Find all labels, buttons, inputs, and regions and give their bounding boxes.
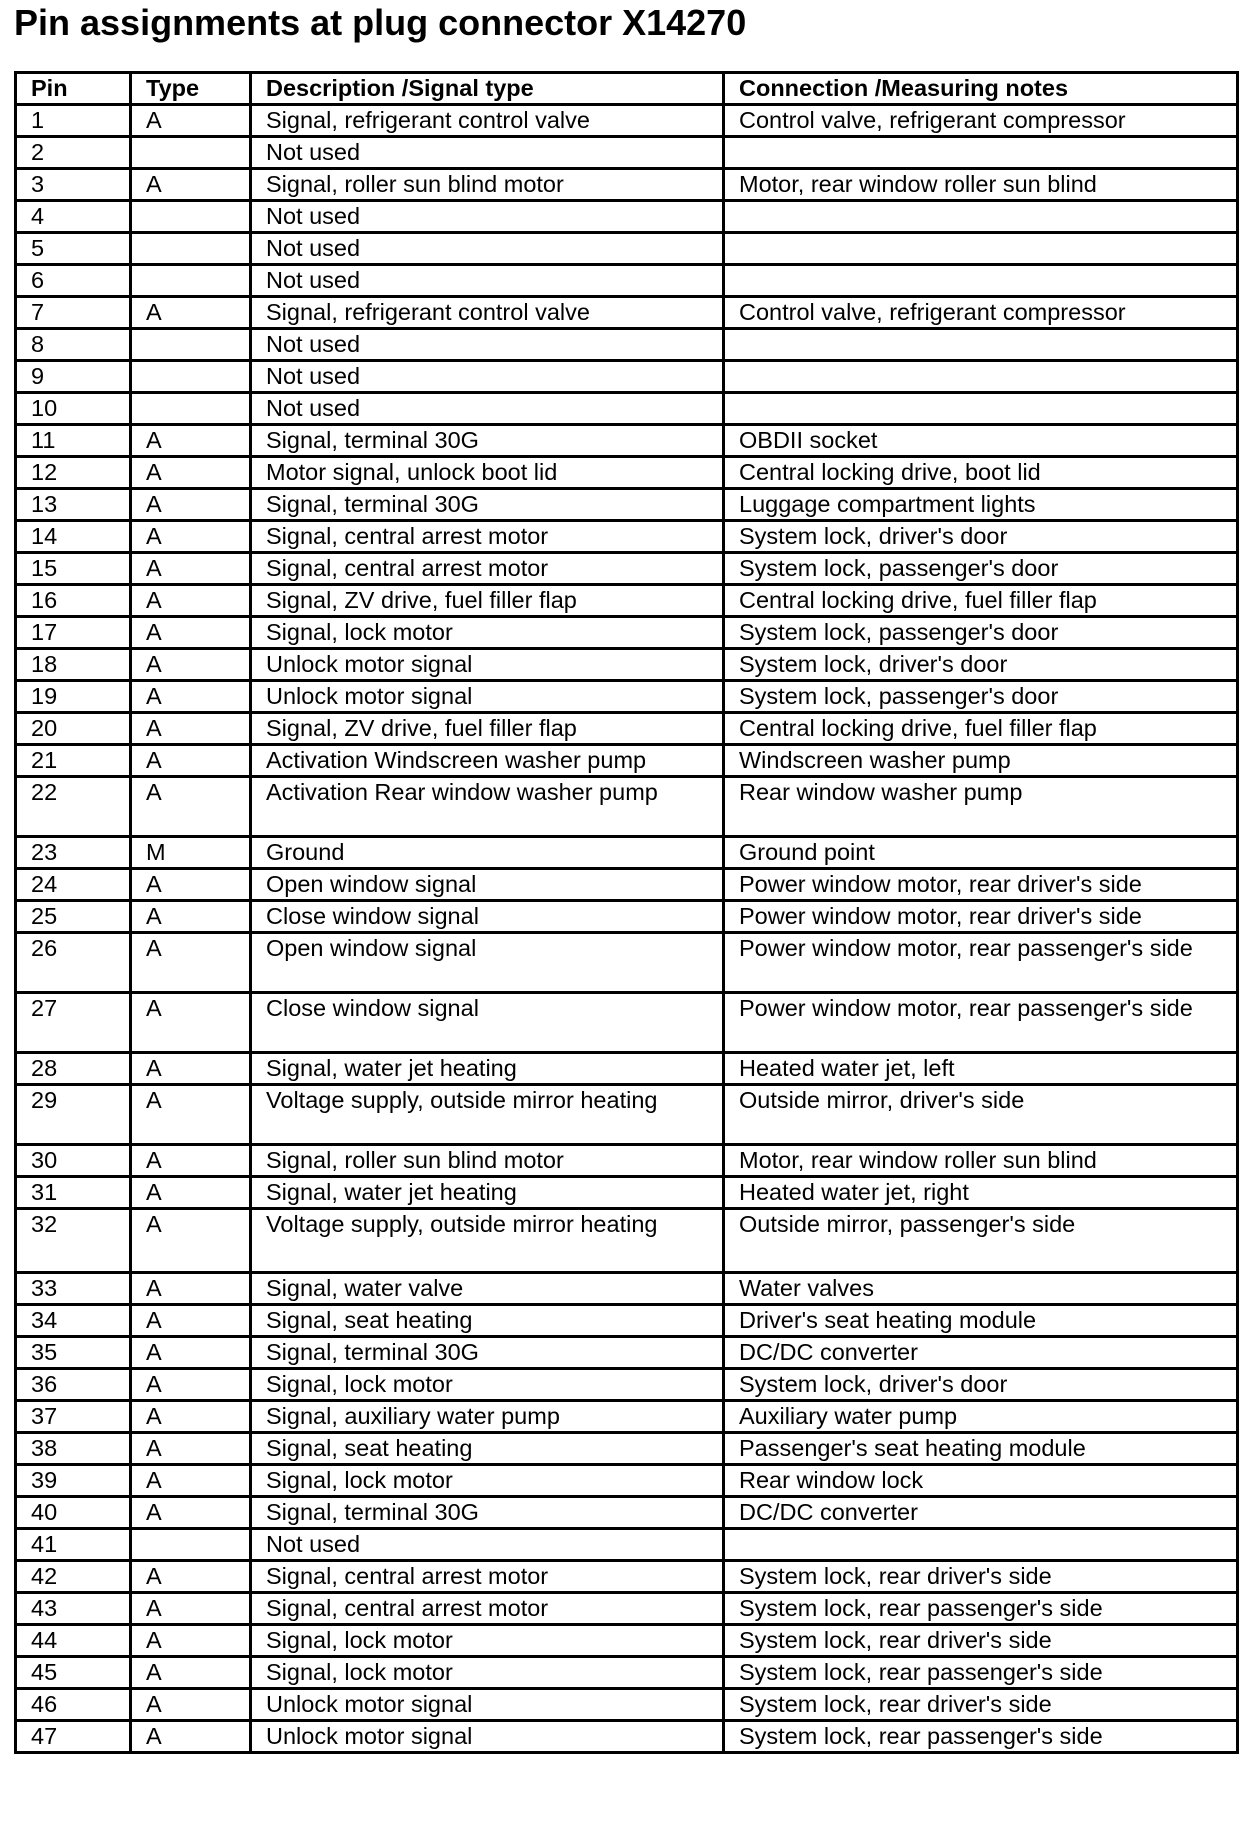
connection-cell: System lock, rear passenger's side <box>724 1657 1238 1689</box>
table-row <box>16 681 1238 713</box>
description-cell: Signal, roller sun blind motor <box>251 169 724 201</box>
description-cell: Not used <box>251 201 724 233</box>
connection-cell: System lock, rear passenger's side <box>724 1721 1238 1753</box>
pin-cell: 10 <box>16 393 131 425</box>
connection-cell: System lock, driver's door <box>724 649 1238 681</box>
type-cell: A <box>131 1273 251 1305</box>
connection-cell: Rear window washer pump <box>724 777 1238 837</box>
pin-cell: 13 <box>16 489 131 521</box>
connection-cell <box>724 1529 1238 1561</box>
table-row <box>16 1085 1238 1145</box>
type-cell: A <box>131 1085 251 1145</box>
table-row <box>16 1337 1238 1369</box>
type-cell: A <box>131 1625 251 1657</box>
connection-cell <box>724 329 1238 361</box>
description-cell: Signal, central arrest motor <box>251 553 724 585</box>
description-cell: Signal, terminal 30G <box>251 489 724 521</box>
pin-cell: 26 <box>16 933 131 993</box>
pin-cell: 9 <box>16 361 131 393</box>
header-row <box>16 73 1238 105</box>
connection-cell: Motor, rear window roller sun blind <box>724 169 1238 201</box>
type-cell: A <box>131 1209 251 1273</box>
type-cell: A <box>131 105 251 137</box>
table-row <box>16 265 1238 297</box>
table-row <box>16 649 1238 681</box>
type-cell: A <box>131 1433 251 1465</box>
table-row <box>16 901 1238 933</box>
table-row <box>16 1053 1238 1085</box>
description-cell: Signal, central arrest motor <box>251 521 724 553</box>
table-row <box>16 1721 1238 1753</box>
description-cell: Signal, seat heating <box>251 1305 724 1337</box>
description-cell: Ground <box>251 837 724 869</box>
description-cell: Signal, terminal 30G <box>251 1497 724 1529</box>
connection-cell: Power window motor, rear passenger's side <box>724 933 1238 993</box>
description-cell: Signal, seat heating <box>251 1433 724 1465</box>
pin-cell: 40 <box>16 1497 131 1529</box>
pin-cell: 4 <box>16 201 131 233</box>
table-row <box>16 1433 1238 1465</box>
type-cell: A <box>131 649 251 681</box>
connection-cell: Passenger's seat heating module <box>724 1433 1238 1465</box>
pin-cell: 41 <box>16 1529 131 1561</box>
type-cell: A <box>131 1369 251 1401</box>
pin-cell: 44 <box>16 1625 131 1657</box>
type-cell <box>131 329 251 361</box>
table-row <box>16 777 1238 837</box>
pin-cell: 33 <box>16 1273 131 1305</box>
description-cell: Signal, terminal 30G <box>251 1337 724 1369</box>
pin-cell: 39 <box>16 1465 131 1497</box>
type-cell: A <box>131 457 251 489</box>
type-cell: A <box>131 553 251 585</box>
type-cell: A <box>131 1689 251 1721</box>
description-cell: Voltage supply, outside mirror heating <box>251 1209 724 1273</box>
type-cell: A <box>131 425 251 457</box>
pin-cell: 34 <box>16 1305 131 1337</box>
description-cell: Not used <box>251 393 724 425</box>
connection-cell: OBDII socket <box>724 425 1238 457</box>
connection-cell: Driver's seat heating module <box>724 1305 1238 1337</box>
connection-cell: Motor, rear window roller sun blind <box>724 1145 1238 1177</box>
description-cell: Signal, refrigerant control valve <box>251 105 724 137</box>
description-cell: Signal, water valve <box>251 1273 724 1305</box>
connection-cell: System lock, passenger's door <box>724 617 1238 649</box>
type-cell: A <box>131 745 251 777</box>
connection-cell: Rear window lock <box>724 1465 1238 1497</box>
description-cell: Signal, auxiliary water pump <box>251 1401 724 1433</box>
description-cell: Close window signal <box>251 901 724 933</box>
pin-cell: 6 <box>16 265 131 297</box>
type-cell <box>131 393 251 425</box>
description-cell: Signal, lock motor <box>251 1369 724 1401</box>
table-row <box>16 489 1238 521</box>
connection-cell: Central locking drive, boot lid <box>724 457 1238 489</box>
type-cell: A <box>131 1721 251 1753</box>
connection-cell <box>724 137 1238 169</box>
description-cell: Signal, roller sun blind motor <box>251 1145 724 1177</box>
pin-cell: 18 <box>16 649 131 681</box>
connection-cell: System lock, rear driver's side <box>724 1625 1238 1657</box>
description-cell: Close window signal <box>251 993 724 1053</box>
description-cell: Unlock motor signal <box>251 1689 724 1721</box>
type-cell: A <box>131 1145 251 1177</box>
connection-cell: System lock, rear driver's side <box>724 1561 1238 1593</box>
column-header-description: Description /Signal type <box>251 73 724 105</box>
description-cell: Signal, lock motor <box>251 1625 724 1657</box>
connection-cell: System lock, rear passenger's side <box>724 1593 1238 1625</box>
type-cell: A <box>131 993 251 1053</box>
description-cell: Activation Rear window washer pump <box>251 777 724 837</box>
table-row <box>16 869 1238 901</box>
connection-cell: Heated water jet, left <box>724 1053 1238 1085</box>
description-cell: Not used <box>251 137 724 169</box>
type-cell <box>131 201 251 233</box>
pin-assignment-table <box>14 71 1239 1754</box>
type-cell: A <box>131 1305 251 1337</box>
description-cell: Open window signal <box>251 869 724 901</box>
table-row <box>16 1401 1238 1433</box>
table-body <box>16 105 1238 1753</box>
pin-cell: 24 <box>16 869 131 901</box>
connection-cell: Luggage compartment lights <box>724 489 1238 521</box>
pin-cell: 19 <box>16 681 131 713</box>
type-cell: A <box>131 713 251 745</box>
type-cell: A <box>131 1053 251 1085</box>
table-row <box>16 1497 1238 1529</box>
type-cell: A <box>131 1657 251 1689</box>
description-cell: Open window signal <box>251 933 724 993</box>
pin-cell: 45 <box>16 1657 131 1689</box>
table-row <box>16 617 1238 649</box>
table-row <box>16 1593 1238 1625</box>
connection-cell: Water valves <box>724 1273 1238 1305</box>
description-cell: Not used <box>251 361 724 393</box>
pin-cell: 14 <box>16 521 131 553</box>
connection-cell: System lock, passenger's door <box>724 553 1238 585</box>
description-cell: Signal, refrigerant control valve <box>251 297 724 329</box>
column-header-connection: Connection /Measuring notes <box>724 73 1238 105</box>
table-row <box>16 105 1238 137</box>
table-row <box>16 1625 1238 1657</box>
table-row <box>16 297 1238 329</box>
type-cell: A <box>131 1593 251 1625</box>
type-cell: A <box>131 1497 251 1529</box>
pin-cell: 7 <box>16 297 131 329</box>
pin-cell: 17 <box>16 617 131 649</box>
connection-cell: Outside mirror, driver's side <box>724 1085 1238 1145</box>
connection-cell: DC/DC converter <box>724 1337 1238 1369</box>
type-cell <box>131 265 251 297</box>
table-row <box>16 361 1238 393</box>
pin-cell: 43 <box>16 1593 131 1625</box>
table-header <box>16 73 1238 105</box>
column-header-type: Type <box>131 73 251 105</box>
connection-cell: Control valve, refrigerant compressor <box>724 105 1238 137</box>
type-cell: A <box>131 1465 251 1497</box>
type-cell: A <box>131 169 251 201</box>
connection-cell: Heated water jet, right <box>724 1177 1238 1209</box>
table-row <box>16 1465 1238 1497</box>
description-cell: Signal, central arrest motor <box>251 1561 724 1593</box>
table-row <box>16 713 1238 745</box>
table-row <box>16 457 1238 489</box>
connection-cell: Central locking drive, fuel filler flap <box>724 713 1238 745</box>
table-row <box>16 1689 1238 1721</box>
description-cell: Signal, water jet heating <box>251 1177 724 1209</box>
connection-cell: Windscreen washer pump <box>724 745 1238 777</box>
type-cell: A <box>131 777 251 837</box>
table-row <box>16 393 1238 425</box>
description-cell: Unlock motor signal <box>251 1721 724 1753</box>
description-cell: Not used <box>251 1529 724 1561</box>
description-cell: Signal, lock motor <box>251 1465 724 1497</box>
pin-cell: 46 <box>16 1689 131 1721</box>
type-cell: A <box>131 869 251 901</box>
table-row <box>16 837 1238 869</box>
type-cell: A <box>131 489 251 521</box>
pin-cell: 2 <box>16 137 131 169</box>
pin-cell: 28 <box>16 1053 131 1085</box>
pin-cell: 30 <box>16 1145 131 1177</box>
connection-cell: System lock, driver's door <box>724 521 1238 553</box>
description-cell: Unlock motor signal <box>251 681 724 713</box>
description-cell: Signal, ZV drive, fuel filler flap <box>251 713 724 745</box>
table-row <box>16 1657 1238 1689</box>
type-cell: A <box>131 933 251 993</box>
type-cell: A <box>131 297 251 329</box>
table-row <box>16 1145 1238 1177</box>
pin-cell: 11 <box>16 425 131 457</box>
connection-cell: Outside mirror, passenger's side <box>724 1209 1238 1273</box>
pin-cell: 5 <box>16 233 131 265</box>
description-cell: Signal, lock motor <box>251 1657 724 1689</box>
table-row <box>16 745 1238 777</box>
type-cell: A <box>131 901 251 933</box>
table-row <box>16 137 1238 169</box>
type-cell <box>131 137 251 169</box>
table-row <box>16 993 1238 1053</box>
pin-cell: 23 <box>16 837 131 869</box>
connection-cell <box>724 393 1238 425</box>
page-title: Pin assignments at plug connector X14270 <box>14 2 747 43</box>
type-cell: A <box>131 521 251 553</box>
table-row <box>16 553 1238 585</box>
pin-cell: 35 <box>16 1337 131 1369</box>
table-row <box>16 169 1238 201</box>
description-cell: Signal, lock motor <box>251 617 724 649</box>
pin-cell: 1 <box>16 105 131 137</box>
table-row <box>16 933 1238 993</box>
connection-cell: Central locking drive, fuel filler flap <box>724 585 1238 617</box>
description-cell: Not used <box>251 265 724 297</box>
table-row <box>16 201 1238 233</box>
pin-cell: 12 <box>16 457 131 489</box>
connection-cell: Ground point <box>724 837 1238 869</box>
connection-cell: Auxiliary water pump <box>724 1401 1238 1433</box>
description-cell: Not used <box>251 233 724 265</box>
connection-cell <box>724 265 1238 297</box>
description-cell: Signal, water jet heating <box>251 1053 724 1085</box>
pin-cell: 31 <box>16 1177 131 1209</box>
description-cell: Signal, ZV drive, fuel filler flap <box>251 585 724 617</box>
description-cell: Motor signal, unlock boot lid <box>251 457 724 489</box>
table-row <box>16 1305 1238 1337</box>
description-cell: Activation Windscreen washer pump <box>251 745 724 777</box>
type-cell <box>131 361 251 393</box>
table-row <box>16 1561 1238 1593</box>
connection-cell: DC/DC converter <box>724 1497 1238 1529</box>
type-cell: A <box>131 617 251 649</box>
pin-cell: 21 <box>16 745 131 777</box>
type-cell: A <box>131 1401 251 1433</box>
connection-cell: System lock, rear driver's side <box>724 1689 1238 1721</box>
pin-cell: 37 <box>16 1401 131 1433</box>
table-row <box>16 1273 1238 1305</box>
table-row <box>16 1177 1238 1209</box>
type-cell: A <box>131 1337 251 1369</box>
connection-cell <box>724 201 1238 233</box>
pin-cell: 15 <box>16 553 131 585</box>
connection-cell: Power window motor, rear driver's side <box>724 869 1238 901</box>
connection-cell: System lock, passenger's door <box>724 681 1238 713</box>
pin-cell: 22 <box>16 777 131 837</box>
pin-cell: 32 <box>16 1209 131 1273</box>
connection-cell: Power window motor, rear passenger's side <box>724 993 1238 1053</box>
table-row <box>16 1209 1238 1273</box>
connection-cell: System lock, driver's door <box>724 1369 1238 1401</box>
column-header-pin: Pin <box>16 73 131 105</box>
connection-cell <box>724 361 1238 393</box>
table-row <box>16 1369 1238 1401</box>
type-cell: A <box>131 681 251 713</box>
description-cell: Not used <box>251 329 724 361</box>
description-cell: Unlock motor signal <box>251 649 724 681</box>
pin-cell: 38 <box>16 1433 131 1465</box>
connection-cell <box>724 233 1238 265</box>
pin-cell: 20 <box>16 713 131 745</box>
connection-cell: Power window motor, rear driver's side <box>724 901 1238 933</box>
table-row <box>16 233 1238 265</box>
pin-cell: 3 <box>16 169 131 201</box>
pin-cell: 8 <box>16 329 131 361</box>
description-cell: Signal, central arrest motor <box>251 1593 724 1625</box>
table-row <box>16 521 1238 553</box>
pin-cell: 16 <box>16 585 131 617</box>
table-row <box>16 425 1238 457</box>
pin-cell: 36 <box>16 1369 131 1401</box>
table-row <box>16 585 1238 617</box>
connection-cell: Control valve, refrigerant compressor <box>724 297 1238 329</box>
pin-cell: 29 <box>16 1085 131 1145</box>
pin-cell: 25 <box>16 901 131 933</box>
table-row <box>16 329 1238 361</box>
type-cell: A <box>131 585 251 617</box>
type-cell: A <box>131 1177 251 1209</box>
pin-cell: 47 <box>16 1721 131 1753</box>
description-cell: Voltage supply, outside mirror heating <box>251 1085 724 1145</box>
type-cell <box>131 233 251 265</box>
type-cell <box>131 1529 251 1561</box>
table-row <box>16 1529 1238 1561</box>
pin-cell: 27 <box>16 993 131 1053</box>
type-cell: A <box>131 1561 251 1593</box>
type-cell: M <box>131 837 251 869</box>
description-cell: Signal, terminal 30G <box>251 425 724 457</box>
pin-cell: 42 <box>16 1561 131 1593</box>
